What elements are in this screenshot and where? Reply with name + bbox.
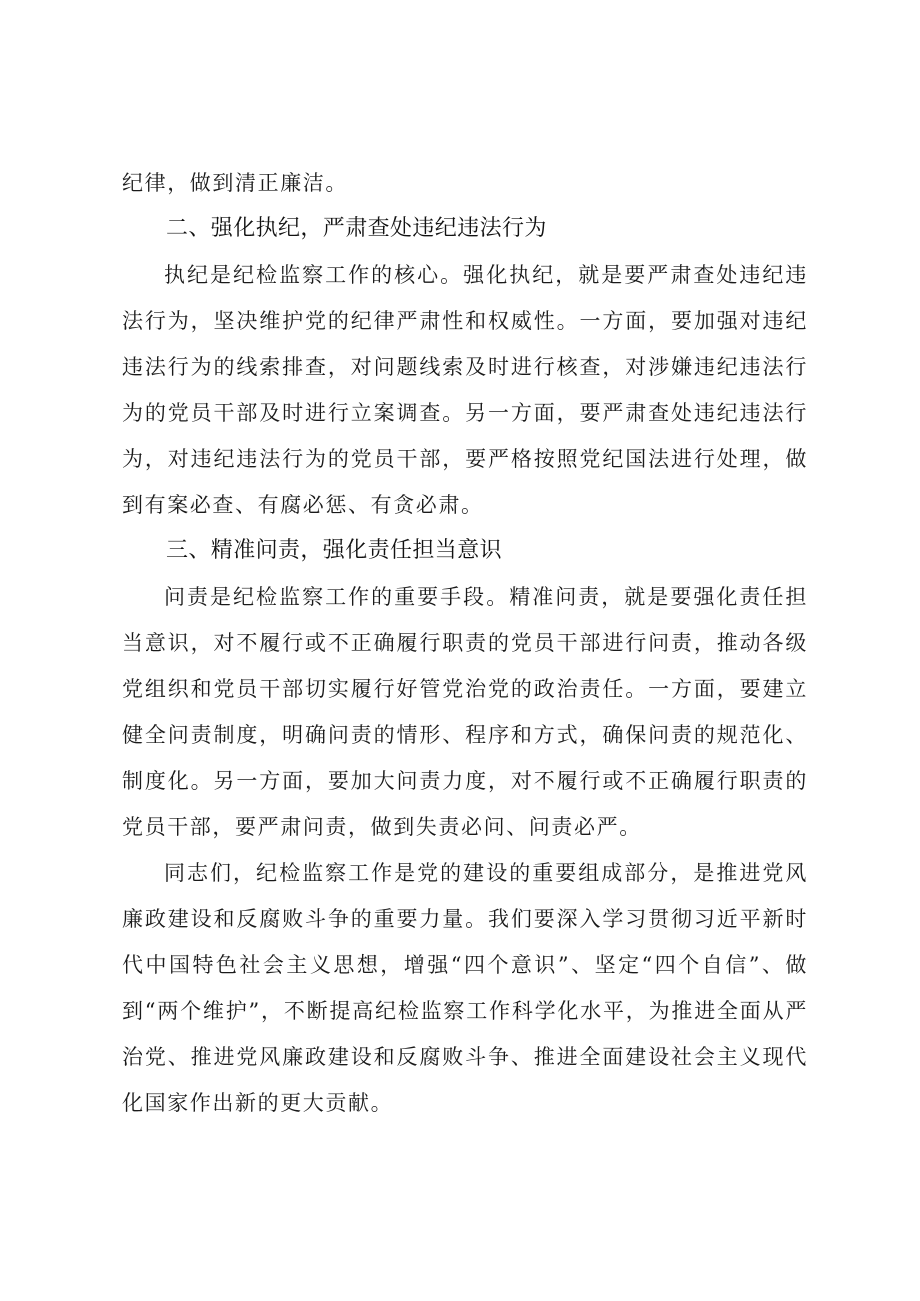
section-heading-3: 三、精准问责，强化责任担当意识 <box>166 538 503 563</box>
paragraph-discipline-enforcement: 执纪是纪检监察工作的核心。强化执纪，就是要严肃查处违纪违法行为，坚决维护党的纪律严肃性和权威性。一方面，要加强对违纪违法行为的线索排查，对问题线索及时进行核查，对涉嫌违纪违法行为的党员干部及时进行立案调查。另一方面，要严肃查处违纪违法行为，对违纪违法行为的党员干部，要严格按照党纪国法进行处理，做到有案必查、有腐必惩、有贪必肃。 <box>122 263 808 517</box>
paragraph-conclusion: 同志们，纪检监察工作是党的建设的重要组成部分，是推进党风廉政建设和反腐败斗争的重要力量。我们要深入学习贯彻习近平新时代中国特色社会主义思想，增强“四个意识”、坚定“四个自信”、做到“两个维护”，不断提高纪检监察工作科学化水平，为推进全面从严治党、推进党风廉政建设和反腐败斗争、推进全面建设社会主义现代化国家作出新的更大贡献。 <box>122 861 808 1115</box>
document-body <box>122 160 808 1126</box>
paragraph-continued: 纪律，做到清正廉洁。 <box>122 171 348 195</box>
paragraph-accountability: 问责是纪检监察工作的重要手段。精准问责，就是要强化责任担当意识，对不履行或不正确履行职责的党员干部进行问责，推动各级党组织和党员干部切实履行好管党治党的政治责任。一方面，要建立健全问责制度，明确问责的情形、程序和方式，确保问责的规范化、制度化。另一方面，要加大问责力度，对不履行或不正确履行职责的党员干部，要严肃问责，做到失责必问、问责必严。 <box>122 585 808 839</box>
section-heading-2: 二、强化执纪，严肃查处违纪违法行为 <box>166 216 547 241</box>
